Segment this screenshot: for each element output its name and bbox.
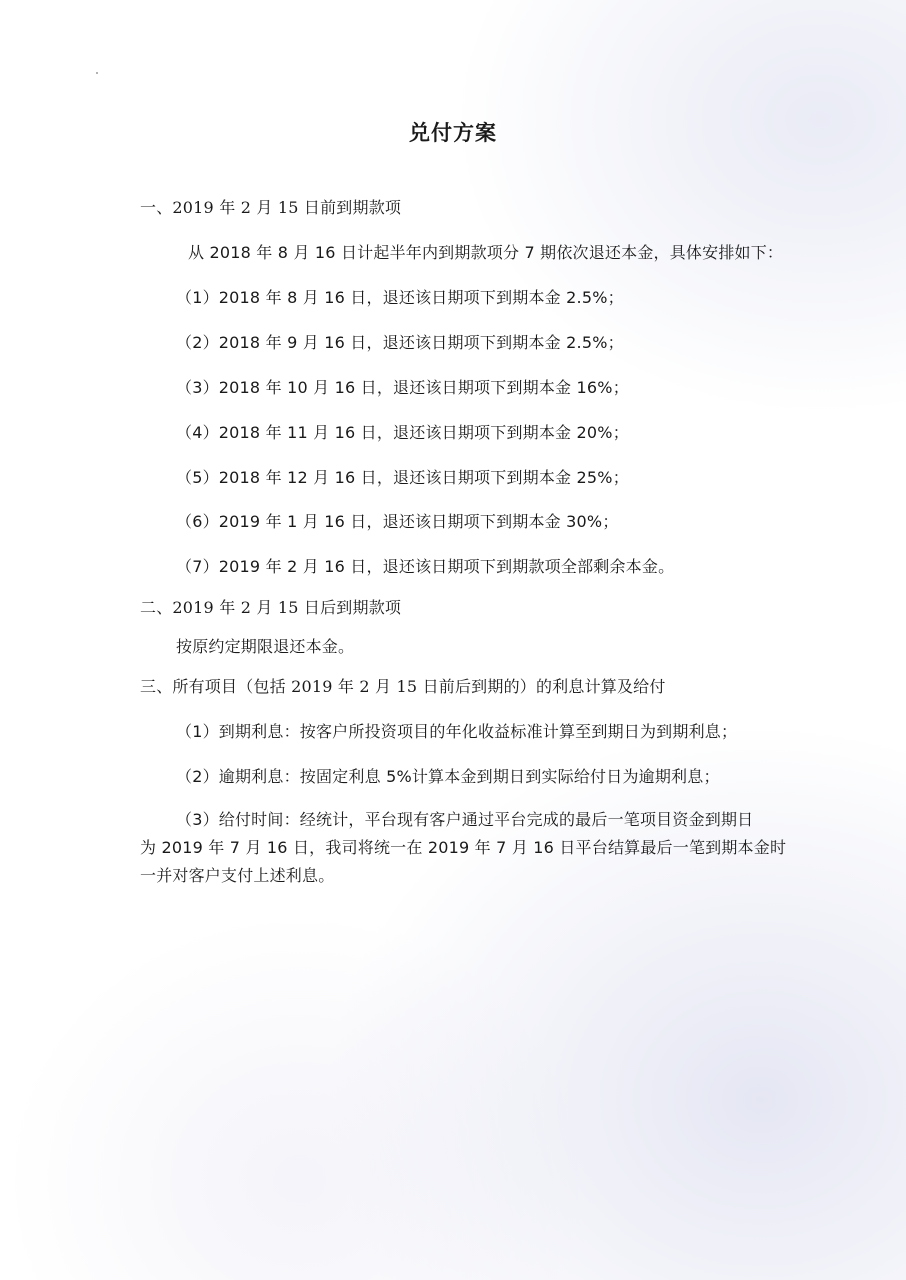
section-1-item-3: （3）2018 年 10 月 16 日，退还该日期项下到期本金 16%；: [176, 378, 629, 397]
scan-speck: [96, 72, 98, 74]
section-1-intro: 从 2018 年 8 月 16 日计起半年内到期款项分 7 期依次退还本金，具体安排如下：: [188, 243, 784, 262]
document-title: 兑付方案: [409, 120, 497, 145]
section-3-item-2: （2）逾期利息：按固定利息 5%计算本金到期日到实际给付日为逾期利息；: [176, 767, 720, 786]
section-1-item-7: （7）2019 年 2 月 16 日，退还该日期项下到期款项全部剩余本金。: [176, 557, 675, 576]
section-2-body: 按原约定期限退还本金。: [176, 637, 355, 656]
section-1-item-5: （5）2018 年 12 月 16 日，退还该日期项下到期本金 25%；: [176, 468, 629, 487]
section-3-item-3-line-1: （3）给付时间：经统计，平台现有客户通过平台完成的最后一笔项目资金到期日: [176, 810, 754, 829]
section-1-item-2: （2）2018 年 9 月 16 日，退还该日期项下到期本金 2.5%；: [176, 333, 624, 352]
section-2-heading: 二、2019 年 2 月 15 日后到期款项: [140, 598, 402, 617]
section-3-item-1: （1）到期利息：按客户所投资项目的年化收益标准计算至到期日为到期利息；: [176, 722, 738, 741]
section-1-item-1: （1）2018 年 8 月 16 日，退还该日期项下到期本金 2.5%；: [176, 288, 624, 307]
section-1-item-6: （6）2019 年 1 月 16 日，退还该日期项下到期本金 30%；: [176, 512, 619, 531]
section-1-item-4: （4）2018 年 11 月 16 日，退还该日期项下到期本金 20%；: [176, 423, 629, 442]
section-3-heading: 三、所有项目（包括 2019 年 2 月 15 日前后到期的）的利息计算及给付: [140, 677, 666, 696]
section-3-item-3-line-3: 一并对客户支付上述利息。: [140, 866, 335, 885]
section-3-item-3-line-2: 为 2019 年 7 月 16 日，我司将统一在 2019 年 7 月 16 日平台结算最后一笔到期本金时: [140, 838, 787, 857]
section-1-heading: 一、2019 年 2 月 15 日前到期款项: [140, 198, 402, 217]
